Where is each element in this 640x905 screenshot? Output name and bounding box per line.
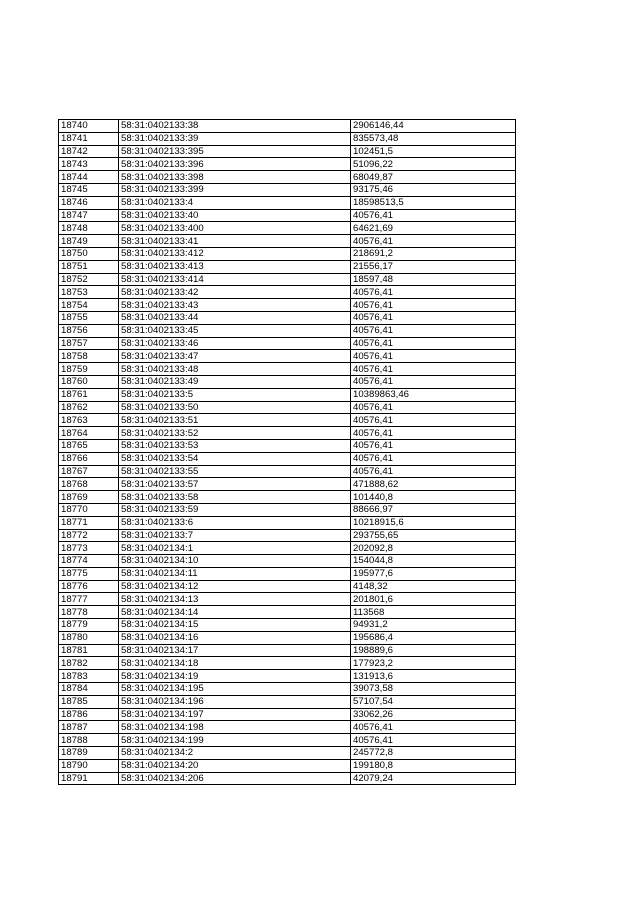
- table-row: [59, 260, 516, 273]
- table-row: [59, 465, 516, 478]
- row-number-cell: 18785: [59, 695, 119, 708]
- cadastral-number-cell: 58:31:0402133:38: [119, 120, 351, 133]
- row-number-cell: 18791: [59, 772, 119, 785]
- row-number-cell: 18768: [59, 478, 119, 491]
- table-row: [59, 427, 516, 440]
- value-cell: 40576,41: [351, 427, 516, 440]
- table-row: [59, 670, 516, 683]
- table-row: [59, 350, 516, 363]
- cadastral-number-cell: 58:31:0402134:196: [119, 695, 351, 708]
- table-row: [59, 657, 516, 670]
- value-cell: 39073,58: [351, 683, 516, 696]
- value-cell: 40576,41: [351, 337, 516, 350]
- table-row: [59, 439, 516, 452]
- cadastral-number-cell: 58:31:0402133:50: [119, 401, 351, 414]
- value-cell: 195977,6: [351, 567, 516, 580]
- row-number-cell: 18742: [59, 145, 119, 158]
- table-row: [59, 299, 516, 312]
- row-number-cell: 18769: [59, 491, 119, 504]
- cadastral-number-cell: 58:31:0402133:4: [119, 196, 351, 209]
- value-cell: 40576,41: [351, 452, 516, 465]
- table-row: [59, 324, 516, 337]
- cadastral-number-cell: 58:31:0402133:52: [119, 427, 351, 440]
- value-cell: 177923,2: [351, 657, 516, 670]
- value-cell: 102451,5: [351, 145, 516, 158]
- value-cell: 40576,41: [351, 311, 516, 324]
- cadastral-number-cell: 58:31:0402133:58: [119, 491, 351, 504]
- cadastral-number-cell: 58:31:0402133:54: [119, 452, 351, 465]
- table-row: [59, 286, 516, 299]
- table-row: [59, 273, 516, 286]
- table-row: [59, 708, 516, 721]
- table-row: [59, 555, 516, 568]
- value-cell: 40576,41: [351, 414, 516, 427]
- cadastral-number-cell: 58:31:0402133:57: [119, 478, 351, 491]
- table-row: [59, 619, 516, 632]
- row-number-cell: 18764: [59, 427, 119, 440]
- value-cell: 40576,41: [351, 721, 516, 734]
- table-row: [59, 529, 516, 542]
- row-number-cell: 18752: [59, 273, 119, 286]
- cadastral-number-cell: 58:31:0402133:51: [119, 414, 351, 427]
- cadastral-number-cell: 58:31:0402134:14: [119, 606, 351, 619]
- table-row: [59, 209, 516, 222]
- cadastral-number-cell: 58:31:0402133:53: [119, 439, 351, 452]
- row-number-cell: 18740: [59, 120, 119, 133]
- value-cell: 40576,41: [351, 235, 516, 248]
- value-cell: 40576,41: [351, 350, 516, 363]
- cadastral-number-cell: 58:31:0402134:10: [119, 555, 351, 568]
- value-cell: 40576,41: [351, 324, 516, 337]
- value-cell: 68049,87: [351, 171, 516, 184]
- table-row: [59, 567, 516, 580]
- row-number-cell: 18763: [59, 414, 119, 427]
- cadastral-number-cell: 58:31:0402134:17: [119, 644, 351, 657]
- value-cell: 18598513,5: [351, 196, 516, 209]
- cadastral-number-cell: 58:31:0402133:395: [119, 145, 351, 158]
- value-cell: 199180,8: [351, 759, 516, 772]
- cadastral-number-cell: 58:31:0402133:40: [119, 209, 351, 222]
- row-number-cell: 18777: [59, 593, 119, 606]
- row-number-cell: 18789: [59, 747, 119, 760]
- row-number-cell: 18781: [59, 644, 119, 657]
- cadastral-number-cell: 58:31:0402134:16: [119, 631, 351, 644]
- table-row: [59, 337, 516, 350]
- row-number-cell: 18772: [59, 529, 119, 542]
- table-row: [59, 503, 516, 516]
- row-number-cell: 18748: [59, 222, 119, 235]
- table-row: [59, 580, 516, 593]
- value-cell: 2906146,44: [351, 120, 516, 133]
- row-number-cell: 18790: [59, 759, 119, 772]
- cadastral-number-cell: 58:31:0402133:55: [119, 465, 351, 478]
- table-row: [59, 644, 516, 657]
- row-number-cell: 18782: [59, 657, 119, 670]
- table-row: [59, 222, 516, 235]
- value-cell: 10389863,46: [351, 388, 516, 401]
- table-row: [59, 132, 516, 145]
- cadastral-number-cell: 58:31:0402133:413: [119, 260, 351, 273]
- value-cell: 40576,41: [351, 465, 516, 478]
- data-table: [58, 119, 516, 785]
- row-number-cell: 18778: [59, 606, 119, 619]
- cadastral-number-cell: 58:31:0402134:13: [119, 593, 351, 606]
- table-row: [59, 478, 516, 491]
- table-row: [59, 183, 516, 196]
- cadastral-number-cell: 58:31:0402134:11: [119, 567, 351, 580]
- cadastral-number-cell: 58:31:0402133:44: [119, 311, 351, 324]
- value-cell: 93175,46: [351, 183, 516, 196]
- value-cell: 245772,8: [351, 747, 516, 760]
- table-body: [59, 120, 516, 785]
- row-number-cell: 18750: [59, 247, 119, 260]
- cadastral-number-cell: 58:31:0402133:45: [119, 324, 351, 337]
- cadastral-number-cell: 58:31:0402133:398: [119, 171, 351, 184]
- row-number-cell: 18745: [59, 183, 119, 196]
- table-row: [59, 491, 516, 504]
- table-row: [59, 311, 516, 324]
- value-cell: 40576,41: [351, 363, 516, 376]
- value-cell: 40576,41: [351, 299, 516, 312]
- value-cell: 51096,22: [351, 158, 516, 171]
- row-number-cell: 18783: [59, 670, 119, 683]
- row-number-cell: 18759: [59, 363, 119, 376]
- row-number-cell: 18776: [59, 580, 119, 593]
- row-number-cell: 18779: [59, 619, 119, 632]
- cadastral-number-cell: 58:31:0402133:46: [119, 337, 351, 350]
- row-number-cell: 18774: [59, 555, 119, 568]
- cadastral-number-cell: 58:31:0402133:49: [119, 375, 351, 388]
- value-cell: 154044,8: [351, 555, 516, 568]
- row-number-cell: 18746: [59, 196, 119, 209]
- row-number-cell: 18754: [59, 299, 119, 312]
- value-cell: 94931,2: [351, 619, 516, 632]
- table-row: [59, 542, 516, 555]
- table-row: [59, 452, 516, 465]
- table-row: [59, 606, 516, 619]
- table-row: [59, 196, 516, 209]
- row-number-cell: 18751: [59, 260, 119, 273]
- cadastral-number-cell: 58:31:0402133:48: [119, 363, 351, 376]
- cadastral-number-cell: 58:31:0402133:7: [119, 529, 351, 542]
- table-row: [59, 683, 516, 696]
- row-number-cell: 18761: [59, 388, 119, 401]
- row-number-cell: 18765: [59, 439, 119, 452]
- row-number-cell: 18756: [59, 324, 119, 337]
- cadastral-number-cell: 58:31:0402134:198: [119, 721, 351, 734]
- value-cell: 18597,48: [351, 273, 516, 286]
- cadastral-number-cell: 58:31:0402134:199: [119, 734, 351, 747]
- table-row: [59, 401, 516, 414]
- row-number-cell: 18770: [59, 503, 119, 516]
- value-cell: 40576,41: [351, 375, 516, 388]
- table-row: [59, 593, 516, 606]
- table-row: [59, 235, 516, 248]
- table-row: [59, 631, 516, 644]
- table-row: [59, 759, 516, 772]
- cadastral-number-cell: 58:31:0402133:39: [119, 132, 351, 145]
- cadastral-number-cell: 58:31:0402134:197: [119, 708, 351, 721]
- value-cell: 40576,41: [351, 734, 516, 747]
- value-cell: 202092,8: [351, 542, 516, 555]
- value-cell: 198889,6: [351, 644, 516, 657]
- table-row: [59, 414, 516, 427]
- value-cell: 195686,4: [351, 631, 516, 644]
- value-cell: 835573,48: [351, 132, 516, 145]
- row-number-cell: 18757: [59, 337, 119, 350]
- value-cell: 40576,41: [351, 401, 516, 414]
- row-number-cell: 18780: [59, 631, 119, 644]
- value-cell: 57107,54: [351, 695, 516, 708]
- table-row: [59, 171, 516, 184]
- row-number-cell: 18771: [59, 516, 119, 529]
- row-number-cell: 18755: [59, 311, 119, 324]
- value-cell: 21556,17: [351, 260, 516, 273]
- cadastral-number-cell: 58:31:0402133:400: [119, 222, 351, 235]
- cadastral-number-cell: 58:31:0402133:6: [119, 516, 351, 529]
- value-cell: 4148,32: [351, 580, 516, 593]
- table-row: [59, 388, 516, 401]
- cadastral-number-cell: 58:31:0402134:2: [119, 747, 351, 760]
- row-number-cell: 18786: [59, 708, 119, 721]
- cadastral-number-cell: 58:31:0402134:12: [119, 580, 351, 593]
- value-cell: 40576,41: [351, 209, 516, 222]
- cadastral-number-cell: 58:31:0402133:399: [119, 183, 351, 196]
- cadastral-number-cell: 58:31:0402134:1: [119, 542, 351, 555]
- table-row: [59, 145, 516, 158]
- value-cell: 40576,41: [351, 439, 516, 452]
- cadastral-number-cell: 58:31:0402134:195: [119, 683, 351, 696]
- row-number-cell: 18743: [59, 158, 119, 171]
- row-number-cell: 18753: [59, 286, 119, 299]
- row-number-cell: 18744: [59, 171, 119, 184]
- cadastral-number-cell: 58:31:0402133:59: [119, 503, 351, 516]
- value-cell: 40576,41: [351, 286, 516, 299]
- table-row: [59, 363, 516, 376]
- value-cell: 10218915,6: [351, 516, 516, 529]
- table-row: [59, 120, 516, 133]
- cadastral-number-cell: 58:31:0402134:15: [119, 619, 351, 632]
- row-number-cell: 18762: [59, 401, 119, 414]
- value-cell: 42079,24: [351, 772, 516, 785]
- value-cell: 131913,6: [351, 670, 516, 683]
- cadastral-number-cell: 58:31:0402134:19: [119, 670, 351, 683]
- cadastral-number-cell: 58:31:0402133:5: [119, 388, 351, 401]
- table-row: [59, 247, 516, 260]
- cadastral-number-cell: 58:31:0402133:414: [119, 273, 351, 286]
- cadastral-number-cell: 58:31:0402133:43: [119, 299, 351, 312]
- row-number-cell: 18749: [59, 235, 119, 248]
- table-row: [59, 158, 516, 171]
- table-row: [59, 516, 516, 529]
- row-number-cell: 18741: [59, 132, 119, 145]
- cadastral-number-cell: 58:31:0402133:412: [119, 247, 351, 260]
- table-row: [59, 375, 516, 388]
- cadastral-number-cell: 58:31:0402134:18: [119, 657, 351, 670]
- value-cell: 64621,69: [351, 222, 516, 235]
- value-cell: 88666,97: [351, 503, 516, 516]
- cadastral-number-cell: 58:31:0402134:206: [119, 772, 351, 785]
- table-row: [59, 747, 516, 760]
- row-number-cell: 18784: [59, 683, 119, 696]
- cadastral-number-cell: 58:31:0402133:42: [119, 286, 351, 299]
- row-number-cell: 18788: [59, 734, 119, 747]
- row-number-cell: 18773: [59, 542, 119, 555]
- row-number-cell: 18766: [59, 452, 119, 465]
- table-row: [59, 695, 516, 708]
- value-cell: 471888,62: [351, 478, 516, 491]
- cadastral-number-cell: 58:31:0402133:396: [119, 158, 351, 171]
- row-number-cell: 18758: [59, 350, 119, 363]
- cadastral-number-cell: 58:31:0402133:41: [119, 235, 351, 248]
- cadastral-number-cell: 58:31:0402133:47: [119, 350, 351, 363]
- row-number-cell: 18747: [59, 209, 119, 222]
- table-row: [59, 721, 516, 734]
- cadastral-number-cell: 58:31:0402134:20: [119, 759, 351, 772]
- value-cell: 33062,26: [351, 708, 516, 721]
- value-cell: 101440,8: [351, 491, 516, 504]
- table-row: [59, 772, 516, 785]
- row-number-cell: 18787: [59, 721, 119, 734]
- value-cell: 293755,65: [351, 529, 516, 542]
- value-cell: 201801,6: [351, 593, 516, 606]
- value-cell: 113568: [351, 606, 516, 619]
- row-number-cell: 18767: [59, 465, 119, 478]
- value-cell: 218691,2: [351, 247, 516, 260]
- row-number-cell: 18760: [59, 375, 119, 388]
- row-number-cell: 18775: [59, 567, 119, 580]
- table-row: [59, 734, 516, 747]
